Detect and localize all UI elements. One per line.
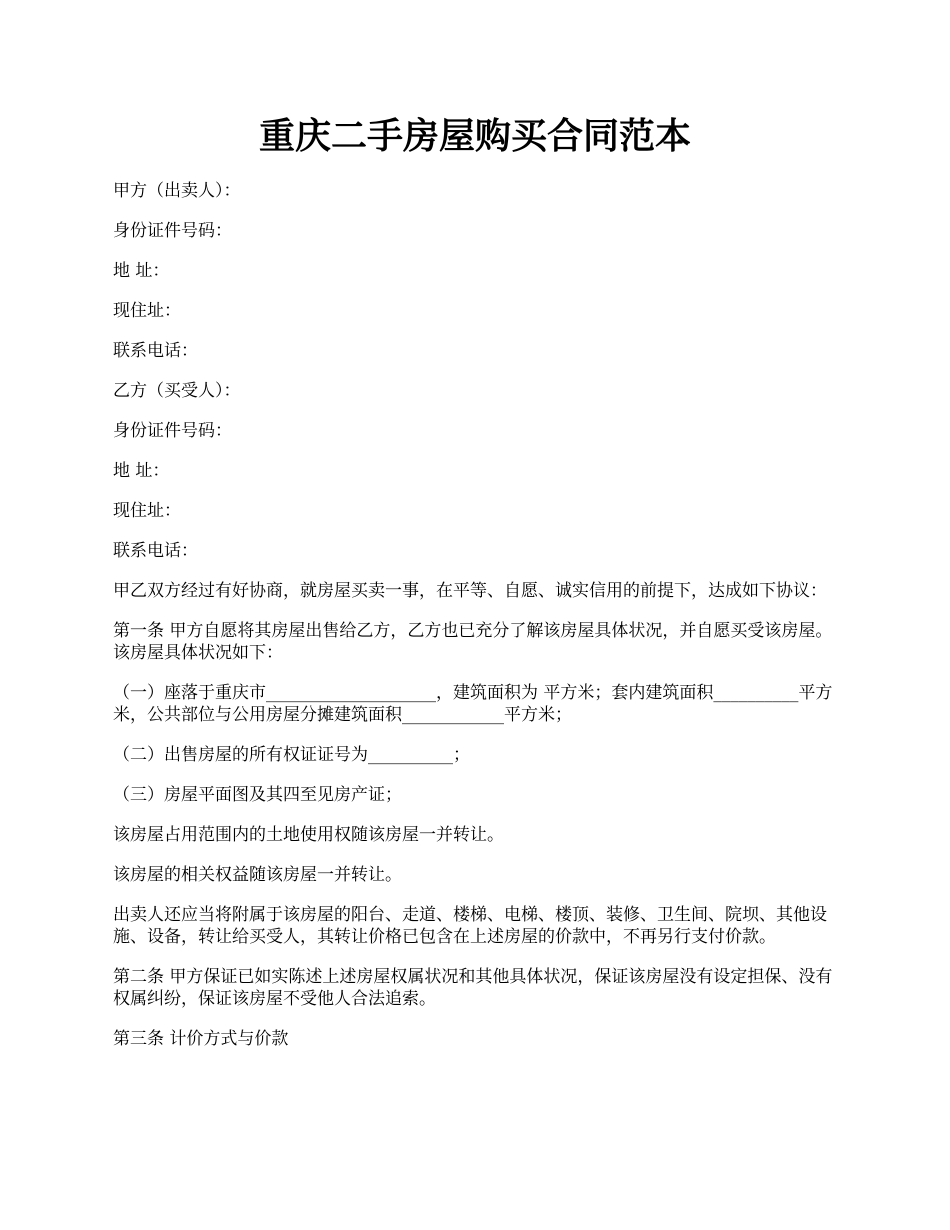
article-1-item-2: （二）出售房屋的所有权证证号为__________； — [113, 745, 470, 765]
party-a-id-number: 身份证件号码： — [113, 221, 232, 241]
party-b-current-address: 现住址： — [113, 501, 181, 521]
article-2: 第二条 甲方保证已如实陈述上述房屋权属状况和其他具体状况，保证该房屋没有设定担保、没有权属纠纷，保证该房屋不受他人合法追索。 — [113, 967, 833, 1009]
article-1: 第一条 甲方自愿将其房屋出售给乙方，乙方也已充分了解该房屋具体状况，并自愿买受该房屋。该房屋具体状况如下： — [113, 621, 833, 663]
party-b-label: 乙方（买受人）： — [113, 381, 241, 401]
party-a-address: 地 址： — [113, 261, 170, 281]
article-1-item-3: （三）房屋平面图及其四至见房产证； — [113, 785, 402, 805]
document-title: 重庆二手房屋购买合同范本 — [258, 116, 691, 157]
party-b-id-number: 身份证件号码： — [113, 421, 232, 441]
party-a-phone: 联系电话： — [113, 341, 198, 361]
article-3-heading: 第三条 计价方式与价款 — [113, 1029, 289, 1049]
appurtenances-clause: 出卖人还应当将附属于该房屋的阳台、走道、楼梯、电梯、楼顶、装修、卫生间、院坝、其他设施、设备，转让给买受人，其转让价格已包含在上述房屋的价款中，不再另行支付价款。 — [113, 905, 827, 947]
party-b-address: 地 址： — [113, 461, 170, 481]
party-a-current-address: 现住址： — [113, 301, 181, 321]
document-body — [113, 180, 843, 1068]
article-1-item-1: （一）座落于重庆市____________________，建筑面积为 平方米；套内建筑面积__________平方米，公共部位与公用房屋分摊建筑面积____________平方米； — [113, 683, 833, 725]
related-rights-clause: 该房屋的相关权益随该房屋一并转让。 — [113, 865, 402, 885]
land-use-right-clause: 该房屋占用范围内的土地使用权随该房屋一并转让。 — [113, 825, 504, 845]
party-a-label: 甲方（出卖人）： — [113, 181, 241, 201]
party-b-phone: 联系电话： — [113, 541, 198, 561]
agreement-preamble: 甲乙双方经过有好协商，就房屋买卖一事，在平等、自愿、诚实信用的前提下，达成如下协议： — [113, 581, 827, 601]
